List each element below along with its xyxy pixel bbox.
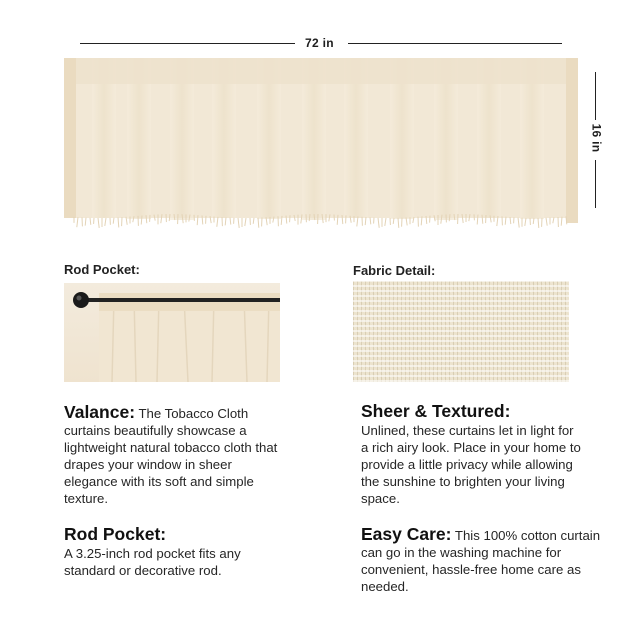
curtain-fringe-thread bbox=[525, 218, 526, 226]
height-dimension-label: 16 in bbox=[589, 123, 604, 153]
width-dimension-line-right bbox=[348, 43, 562, 44]
curtain-fringe-thread bbox=[385, 218, 386, 226]
curtain-fringe-thread bbox=[118, 217, 119, 227]
curtain-fringe-thread bbox=[553, 217, 554, 223]
curtain-fringe-thread bbox=[510, 217, 511, 224]
height-dimension-line-bottom bbox=[595, 160, 596, 208]
curtain-fringe-thread bbox=[253, 218, 254, 224]
rod-pocket-illustration bbox=[64, 283, 280, 382]
curtain-fringe-thread bbox=[217, 217, 218, 227]
curtain-fringe-thread bbox=[77, 217, 78, 227]
valance-curtain-image bbox=[64, 58, 578, 230]
curtain-fringe-thread bbox=[370, 217, 371, 224]
rod-pocket-detail-title: Rod Pocket: bbox=[64, 262, 140, 277]
rod-pocket-feature bbox=[64, 526, 284, 579]
rod-pocket-body: A 3.25-inch rod pocket fits any standard or decorative rod. bbox=[64, 546, 241, 578]
easy-care-heading: Easy Care: bbox=[361, 524, 452, 544]
width-dimension-label: 72 in bbox=[305, 36, 334, 50]
sheer-textured-heading: Sheer & Textured: bbox=[361, 401, 511, 421]
curtain-fringe-thread bbox=[546, 218, 547, 226]
curtain-fringe-thread bbox=[398, 218, 399, 228]
sheer-textured-body: Unlined, these curtains let in light for a rich airy look. Place in your home to provide a little privacy while allowing the sunshine to brighten your living space. bbox=[361, 423, 581, 506]
curtain-fringe-thread bbox=[230, 218, 231, 225]
curtain-fringe-thread bbox=[538, 218, 539, 228]
curtain-fringe-thread bbox=[90, 218, 91, 225]
curtain-fringe-thread bbox=[378, 218, 379, 228]
curtain-fringe-thread bbox=[245, 218, 246, 226]
curtain-fringe-thread bbox=[258, 218, 259, 228]
curtain-fringe-thread bbox=[225, 217, 226, 225]
fabric-detail-title: Fabric Detail: bbox=[353, 263, 436, 278]
curtain-fringe-thread bbox=[85, 218, 86, 226]
easy-care-feature bbox=[361, 526, 606, 595]
curtain-fringe-thread bbox=[113, 218, 114, 224]
valance-body: The Tobacco Cloth curtains beautifully showcase a lightweight natural tobacco cloth that drapes your window in sheer elegance with its soft and simple texture. bbox=[64, 406, 278, 506]
sheer-textured-feature bbox=[361, 403, 581, 507]
curtain-fringe-thread bbox=[518, 218, 519, 228]
easy-care-body: This 100% cotton curtain can go in the washing machine for convenient, hassle-free home care as needed. bbox=[361, 528, 601, 594]
rod-pocket-photo bbox=[64, 283, 280, 382]
curtain-fringe-thread bbox=[365, 217, 366, 225]
fabric-detail-photo bbox=[353, 281, 569, 382]
height-dimension-line-top bbox=[595, 72, 596, 120]
rod-pocket-heading: Rod Pocket: bbox=[64, 524, 167, 544]
curtain-fringe-thread bbox=[561, 217, 562, 226]
curtain-fringe-thread bbox=[105, 218, 106, 226]
valance-heading: Valance: bbox=[64, 402, 136, 422]
curtain-fringe-thread bbox=[238, 218, 239, 228]
curtain-fringe-thread bbox=[98, 218, 99, 228]
width-dimension-line-left bbox=[80, 43, 295, 44]
valance-feature bbox=[64, 404, 284, 507]
